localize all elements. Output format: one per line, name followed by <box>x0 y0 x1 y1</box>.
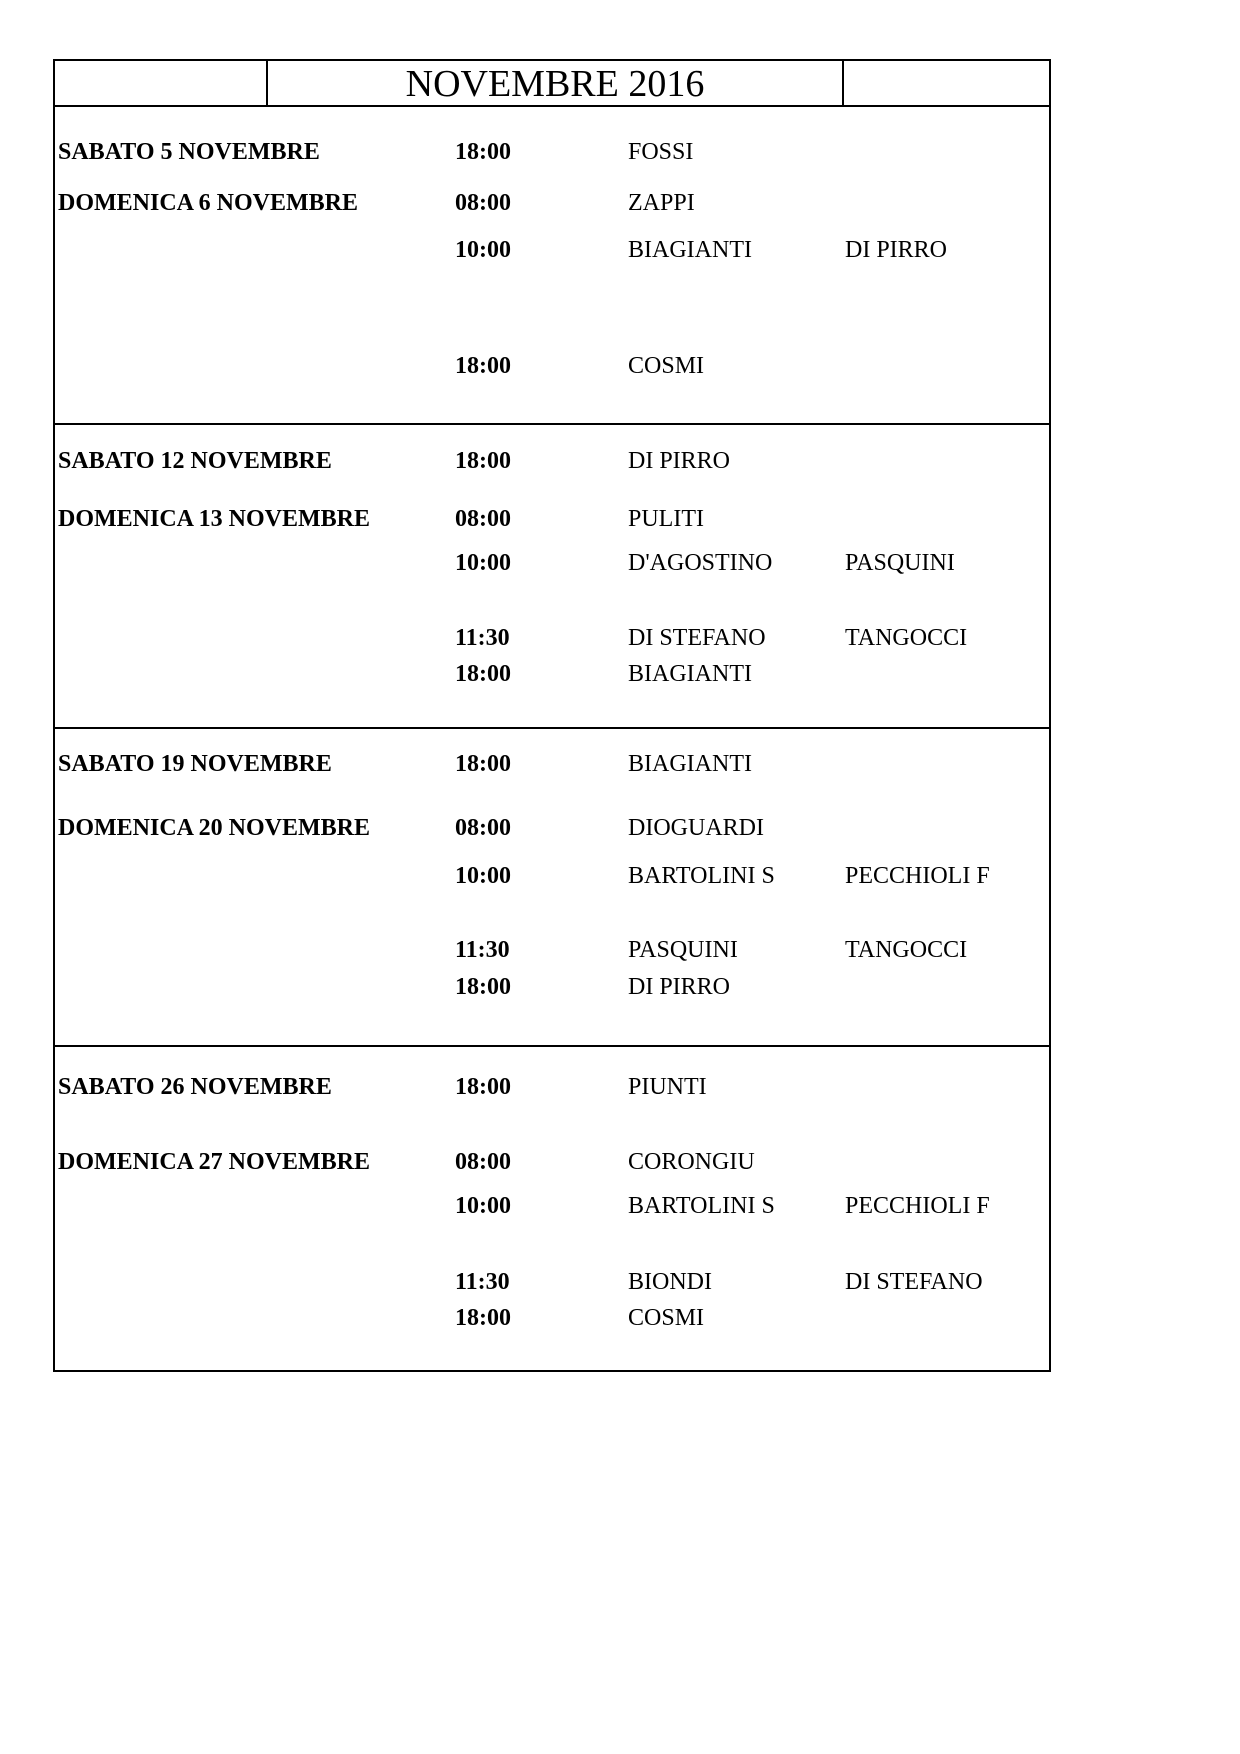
mass-name: BARTOLINI S <box>628 1193 775 1219</box>
saturday-label: SABATO 26 NOVEMBRE <box>58 1074 332 1100</box>
mass-name: DIOGUARDI <box>628 815 764 841</box>
table-header <box>55 61 1049 107</box>
mass-name: BIONDI <box>628 1269 712 1295</box>
header-left-cell <box>55 61 268 105</box>
saturday-name: BIAGIANTI <box>628 751 752 777</box>
mass-name: ZAPPI <box>628 190 695 216</box>
mass-time: 10:00 <box>455 550 511 576</box>
mass-time: 10:00 <box>455 863 511 889</box>
mass-name: BIAGIANTI <box>628 661 752 687</box>
mass-name-second: DI STEFANO <box>845 1269 983 1295</box>
saturday-name: FOSSI <box>628 139 694 165</box>
mass-name: PASQUINI <box>628 937 738 963</box>
mass-name: BIAGIANTI <box>628 237 752 263</box>
mass-name: CORONGIU <box>628 1149 755 1175</box>
mass-time: 11:30 <box>455 625 510 651</box>
mass-name: PULITI <box>628 506 704 532</box>
mass-name-second: TANGOCCI <box>845 937 968 963</box>
mass-name-second: PECCHIOLI F <box>845 863 990 889</box>
mass-name-second: PECCHIOLI F <box>845 1193 990 1219</box>
saturday-label: SABATO 19 NOVEMBRE <box>58 751 332 777</box>
saturday-time: 18:00 <box>455 139 511 165</box>
sunday-label: DOMENICA 20 NOVEMBRE <box>58 815 371 841</box>
sunday-label: DOMENICA 27 NOVEMBRE <box>58 1149 371 1175</box>
mass-name: DI STEFANO <box>628 625 766 651</box>
mass-time: 18:00 <box>455 1305 511 1331</box>
mass-time: 18:00 <box>455 661 511 687</box>
mass-name-second: DI PIRRO <box>845 237 948 263</box>
schedule-table <box>53 59 1051 1372</box>
mass-time: 11:30 <box>455 1269 510 1295</box>
saturday-time: 18:00 <box>455 448 511 474</box>
saturday-time: 18:00 <box>455 751 511 777</box>
saturday-name: DI PIRRO <box>628 448 731 474</box>
mass-time: 08:00 <box>455 506 511 532</box>
mass-name-second: PASQUINI <box>845 550 955 576</box>
mass-time: 10:00 <box>455 1193 511 1219</box>
saturday-label: SABATO 12 NOVEMBRE <box>58 448 332 474</box>
mass-time: 08:00 <box>455 815 511 841</box>
mass-time: 18:00 <box>455 974 511 1000</box>
mass-name: COSMI <box>628 353 705 379</box>
saturday-time: 18:00 <box>455 1074 511 1100</box>
mass-name-second: TANGOCCI <box>845 625 968 651</box>
mass-name: DI PIRRO <box>628 974 731 1000</box>
mass-time: 18:00 <box>455 353 511 379</box>
mass-time: 10:00 <box>455 237 511 263</box>
sunday-label: DOMENICA 6 NOVEMBRE <box>58 190 359 216</box>
sunday-label: DOMENICA 13 NOVEMBRE <box>58 506 371 532</box>
week-section <box>55 425 1049 729</box>
saturday-name: PIUNTI <box>628 1074 707 1100</box>
mass-name: BARTOLINI S <box>628 863 775 889</box>
week-section <box>55 107 1049 425</box>
mass-time: 11:30 <box>455 937 510 963</box>
mass-name: COSMI <box>628 1305 705 1331</box>
mass-time: 08:00 <box>455 1149 511 1175</box>
mass-name: D'AGOSTINO <box>628 550 773 576</box>
page-title: NOVEMBRE 2016 <box>268 61 844 105</box>
week-section <box>55 729 1049 1047</box>
saturday-label: SABATO 5 NOVEMBRE <box>58 139 320 165</box>
week-section <box>55 1047 1049 1372</box>
mass-time: 08:00 <box>455 190 511 216</box>
